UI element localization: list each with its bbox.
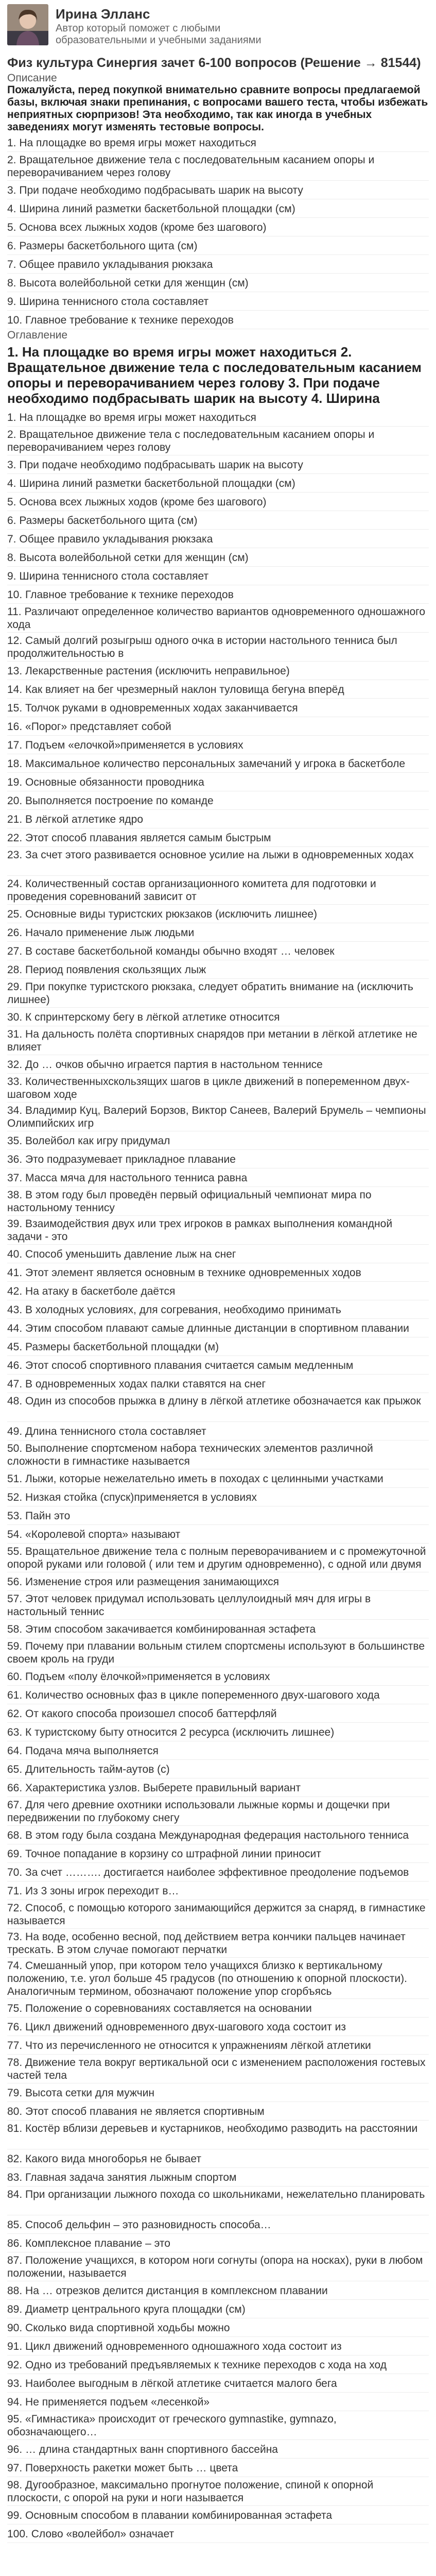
avatar[interactable] (7, 4, 48, 45)
question-item: 64. Подача мяча выполняется (7, 1741, 429, 1760)
question-item: 39. Взаимодействия двух или трех игроков в рамках выполнения командной задачи - это (7, 1216, 429, 1245)
question-item: 59. Почему при плавании вольным стилем спортсмены используют в большинстве своем кроль на груди (7, 1638, 429, 1667)
question-item: 44. Этим способом плавают самые длинные дистанции в спортивном плавании (7, 1319, 429, 1337)
question-item: 1. На площадке во время игры может находиться (7, 408, 429, 427)
question-item: 98. Дугообразное, максимально прогнутое положение, спиной к опорной плоскости, с опорой на руки и ноги называется (7, 2477, 429, 2506)
question-item: 95. «Гимнастика» происходит от греческого gymnastike, gymnazo, обозначающего… (7, 2411, 429, 2440)
question-item: 49. Длина теннисного стола составляет (7, 1422, 429, 1440)
question-item: 52. Низкая стойка (спуск)применяется в условиях (7, 1488, 429, 1506)
question-item: 84. При организации лыжного похода со школьниками, нежелательно планировать (7, 2187, 429, 2215)
question-item: 56. Изменение строя или размещения занимающихся (7, 1572, 429, 1591)
question-item: 8. Высота волейбольной сетки для женщин (см) (7, 548, 429, 567)
question-item: 99. Основным способом в плавании комбинированная эстафета (7, 2506, 429, 2524)
question-item: 29. При покупке туристского рюкзака, следует обратить внимание на (исключить лишнее) (7, 979, 429, 1008)
question-item: 4. Ширина линий разметки баскетбольной площадки (см) (7, 474, 429, 493)
question-item: 41. Этот элемент является основным в технике одновременных ходов (7, 1263, 429, 1282)
question-item: 20. Выполняется построение по команде (7, 791, 429, 810)
question-item: 4. Ширина линий разметки баскетбольной площадки (см) (7, 199, 429, 218)
contents-label: Оглавление (7, 329, 68, 341)
question-item: 15. Толчок руками в одновременных ходах заканчивается (7, 699, 429, 717)
question-item: 25. Основные виды туристских рюкзаков (исключить лишнее) (7, 905, 429, 923)
question-item: 53. Пайн это (7, 1506, 429, 1525)
question-item: 17. Подъем «елочкой»применяется в условиях (7, 736, 429, 754)
question-item: 43. В холодных условиях, для согревания, необходимо принимать (7, 1300, 429, 1319)
question-item: 9. Ширина теннисного стола составляет (7, 292, 429, 311)
short-question-list (7, 133, 429, 329)
question-item: 54. «Королевой спорта» называют (7, 1525, 429, 1544)
question-item: 94. Не применяется подъем «лесенкой» (7, 2393, 429, 2411)
question-item: 73. На воде, особенно весной, под действием ветра кончики пальцев начинает трескать. В этом случае помогают перчатки (7, 1929, 429, 1958)
question-item: 82. Какого вида многоборья не бывает (7, 2149, 429, 2168)
question-item: 21. В лёгкой атлетике ядро (7, 810, 429, 828)
question-item: 71. Из 3 зоны игрок переходит в… (7, 1882, 429, 1900)
question-item: 10. Главное требование к технике переходов (7, 585, 429, 604)
question-item: 81. Костёр вблизи деревьев и кустарников, необходимо разводить на расстоянии (7, 2121, 429, 2149)
question-item: 24. Количественный состав организационного комитета для подготовки и проведения соревнований зависит от (7, 876, 429, 905)
question-item: 2. Вращательное движение тела с последовательным касанием опоры и переворачиванием через голову (7, 427, 429, 455)
question-item: 77. Что из перечисленного не относится к упражнениям лёгкой атлетики (7, 2036, 429, 2055)
question-item: 23. За счет этого развивается основное усилие на лыжи в одновременных ходах (7, 847, 429, 876)
question-item: 11. Различают определенное количество вариантов одновременного одношажного хода (7, 604, 429, 633)
question-item: 3. При подаче необходимо подбрасывать шарик на высоту (7, 455, 429, 474)
question-item: 79. Высота сетки для мужчин (7, 2083, 429, 2102)
question-item: 19. Основные обязанности проводника (7, 773, 429, 791)
question-item: 10. Главное требование к технике переходов (7, 311, 429, 329)
question-item: 83. Главная задача занятия лыжным спортом (7, 2168, 429, 2187)
question-item: 65. Длительность тайм-аутов (с) (7, 1760, 429, 1778)
contents-heading: 1. На площадке во время игры может находиться 2. Вращательное движение тела с последовательным касанием опоры и переворачиванием через голову 3. При подаче необходимо подбрасывать шарик на высоту 4. Ширина (7, 344, 422, 406)
question-item: 60. Подъем «полу ёлочкой»применяется в условиях (7, 1667, 429, 1686)
question-item: 68. В этом году была создана Международная федерация настольного тенниса (7, 1826, 429, 1844)
question-item: 80. Этот способ плавания не является спортивным (7, 2102, 429, 2121)
question-item: 30. К спринтерскому бегу в лёгкой атлетике относится (7, 1008, 429, 1026)
question-item: 87. Положение учащихся, в котором ноги согнуты (опора на носках), руки в любом положении, называется (7, 2252, 429, 2281)
page-title: Физ культура Синергия зачет 6-100 вопросов (Решение → 81544) (7, 56, 421, 70)
question-item: 66. Характеристика узлов. Выберете правильный вариант (7, 1778, 429, 1797)
question-item: 63. К туристскому быту относится 2 ресурса (исключить лишнее) (7, 1723, 429, 1741)
question-item: 28. Период появления скользящих лыж (7, 960, 429, 979)
question-item: 45. Размеры баскетбольной площадки (м) (7, 1337, 429, 1356)
question-item: 76. Цикл движений одновременного двух-шагового хода состоит из (7, 2018, 429, 2036)
question-item: 74. Смешанный упор, при котором тело учащихся близко к вертикальному положению, т.е. угол больше 45 градусов (по отношению к опорной плоскости). Аналогичным термином, обозначают положение упор сгорбъясь (7, 1958, 429, 1999)
question-item: 22. Этот способ плавания является самым быстрым (7, 828, 429, 847)
question-item: 96. … длина стандартных ванн спортивного бассейна (7, 2440, 429, 2459)
question-item: 100. Слово «волейбол» означает (7, 2524, 429, 2543)
question-item: 2. Вращательное движение тела с последовательным касанием опоры и переворачиванием через голову (7, 152, 429, 181)
question-item: 91. Цикл движений одновременного одношажного хода состоит из (7, 2337, 429, 2355)
author-name[interactable]: Ирина Элланс (56, 6, 150, 22)
question-item: 27. В составе баскетбольной команды обычно входят … человек (7, 942, 429, 960)
question-item: 86. Комплексное плавание – это (7, 2234, 429, 2252)
question-item: 72. Способ, с помощью которого занимающийся держится за снаряд, в гимнастике называется (7, 1900, 429, 1929)
question-item: 6. Размеры баскетбольного щита (см) (7, 236, 429, 255)
question-item: 5. Основа всех лыжных ходов (кроме без шагового) (7, 493, 429, 511)
question-item: 85. Способ дельфин – это разновидность способа… (7, 2215, 429, 2234)
question-item: 61. Количество основных фаз в цикле попеременного двух-шагового хода (7, 1686, 429, 1704)
question-list (7, 408, 429, 2543)
question-item: 8. Высота волейбольной сетки для женщин (см) (7, 274, 429, 292)
question-item: 50. Выполнение спортсменом набора технических элементов различной сложности в гимнастике называется (7, 1440, 429, 1469)
author-card (7, 4, 429, 46)
question-item: 6. Размеры баскетбольного щита (см) (7, 511, 429, 530)
question-item: 34. Владимир Куц, Валерий Борзов, Виктор Санеев, Валерий Брумель – чемпионы Олимпийских игр (7, 1103, 429, 1131)
question-item: 97. Поверхность ракетки может быть … цвета (7, 2459, 429, 2477)
question-item: 1. На площадке во время игры может находиться (7, 133, 429, 152)
question-item: 37. Масса мяча для настольного тенниса равна (7, 1168, 429, 1187)
question-item: 12. Самый долгий розыгрыш одного очка в истории настольного тенниса был продолжительностью в (7, 633, 429, 662)
question-item: 89. Диаметр центрального круга площадки (см) (7, 2300, 429, 2318)
question-item: 16. «Порог» представляет собой (7, 717, 429, 736)
question-item: 90. Сколько вида спортивной ходьбы можно (7, 2318, 429, 2337)
question-item: 26. Начало применение лыж людьми (7, 923, 429, 942)
question-item: 38. В этом году был проведён первый официальный чемпионат мира по настольному теннису (7, 1187, 429, 1216)
author-description: Автор который поможет с любыми образовательными и учебными заданиями (56, 23, 261, 46)
question-item: 14. Как влияет на бег чрезмерный наклон туловища бегуна вперёд (7, 680, 429, 699)
question-item: 40. Способ уменьшить давление лыж на снег (7, 1245, 429, 1263)
question-item: 88. На … отрезков делится дистанция в комплексном плавании (7, 2281, 429, 2300)
question-item: 51. Лыжи, которые нежелательно иметь в походах с целинными участками (7, 1469, 429, 1488)
question-item: 75. Положение о соревнованиях составляется на основании (7, 1999, 429, 2018)
question-item: 46. Этот способ спортивного плавания считается самым медленным (7, 1356, 429, 1375)
question-item: 3. При подаче необходимо подбрасывать шарик на высоту (7, 181, 429, 199)
question-item: 31. На дальность полёта спортивных снарядов при метании в лёгкой атлетике не влияет (7, 1026, 429, 1055)
question-item: 35. Волейбол как игру придумал (7, 1131, 429, 1150)
question-item: 48. Один из способов прыжка в длину в лёгкой атлетике обозначается как прыжок (7, 1393, 429, 1422)
question-item: 7. Общее правило укладывания рюкзака (7, 255, 429, 274)
question-item: 9. Ширина теннисного стола составляет (7, 567, 429, 585)
question-item: 55. Вращательное движение тела с полным переворачиванием и с промежуточной опорой руками или головой ( или тем и другим одновременно), с одной или двумя (7, 1544, 429, 1572)
question-item: 92. Одно из требований предъявляемых к технике переходов с хода на ход (7, 2355, 429, 2374)
question-item: 93. Наиболее выгодным в лёгкой атлетике считается малого бега (7, 2374, 429, 2393)
question-item: 33. Количественныхскользящих шагов в цикле движений в попеременном двух-шаговом ходе (7, 1074, 429, 1103)
question-item: 62. От какого способа произошел способ баттерфляй (7, 1704, 429, 1723)
question-item: 13. Лекарственные растения (исключить неправильное) (7, 662, 429, 680)
question-item: 32. До … очков обычно играется партия в настольном теннисе (7, 1055, 429, 1074)
question-item: 47. В одновременных ходах палки ставятся на снег (7, 1375, 429, 1393)
question-item: 18. Максимальное количество персональных замечаний у игрока в баскетболе (7, 754, 429, 773)
question-item: 57. Этот человек придумал использовать целлулоидный мяч для игры в настольный теннис (7, 1591, 429, 1620)
question-item: 7. Общее правило укладывания рюкзака (7, 530, 429, 548)
description-label: Описание (7, 72, 57, 84)
question-item: 5. Основа всех лыжных ходов (кроме без шагового) (7, 218, 429, 236)
question-item: 36. Это подразумевает прикладное плавание (7, 1150, 429, 1168)
question-item: 58. Этим способом закачивается комбинированная эстафета (7, 1620, 429, 1638)
question-item: 78. Движение тела вокруг вертикальной оси с изменением расположения гостевых частей тела (7, 2055, 429, 2083)
question-item: 70. За счет ………. достигается наиболее эффективное преодоление подъемов (7, 1863, 429, 1882)
question-item: 67. Для чего древние охотники использовали лыжные кормы и дощечки при передвижении по глубокому снегу (7, 1797, 429, 1826)
question-item: 42. На атаку в баскетболе даётся (7, 1282, 429, 1300)
lead-text: Пожалуйста, перед покупкой внимательно сравните вопросы предлагаемой базы, включая знаки препинания, с вопросами вашего теста, чтобы избежать неприятных сюрпризов! Эта необходимо, так как иногда в учебных заведениях могут изменять тестовые вопросы. (7, 84, 428, 133)
question-item: 69. Точное попадание в корзину со штрафной линии приносит (7, 1844, 429, 1863)
